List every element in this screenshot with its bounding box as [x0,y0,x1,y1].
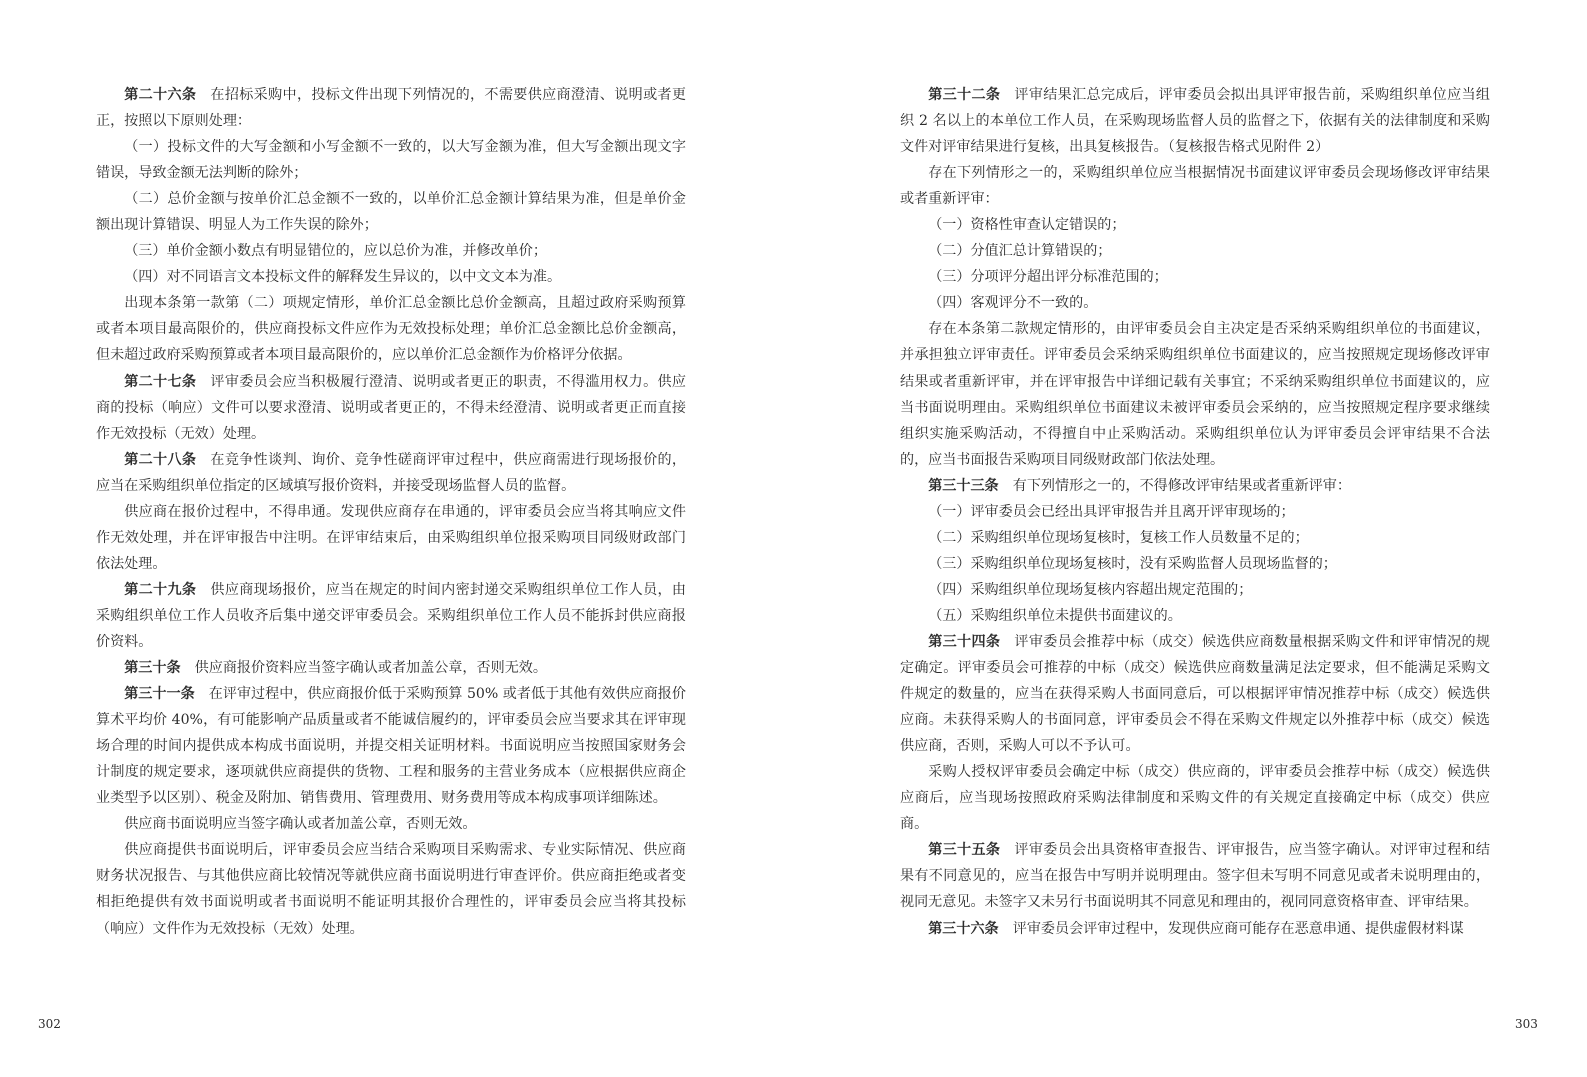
paragraph [96,499,686,577]
paragraph [900,316,1490,472]
article-number: 第三十六条 [928,920,999,937]
paragraph-text: 评审委员会出具资格审查报告、评审报告，应当签字确认。对评审过程和结果有不同意见的，应当在报告中写明并说明理由。签字但未写明不同意见或者未说明理由的，视同无意见。未签字又未另行书面说明其不同意见和理由的，视同同意资格审查、评审结果。 [900,842,1491,911]
paragraph-text: （一）资格性审查认定错误的； [928,217,1126,234]
paragraph [900,290,1490,316]
paragraph [96,655,686,681]
paragraph [96,290,686,368]
paragraph [96,811,686,837]
paragraph-text: 存在下列情形之一的，采购组织单位应当根据情况书面建议评审委员会现场修改评审结果或者重新评审： [900,165,1490,208]
paragraph [900,837,1490,915]
paragraph [900,525,1490,551]
left-page [96,82,686,942]
paragraph-text: （四）采购组织单位现场复核内容超出规定范围的； [928,581,1253,598]
paragraph-text: 存在本条第二款规定情形的，由评审委员会自主决定是否采纳采购组织单位的书面建议，并承担独立评审责任。评审委员会采纳采购组织单位书面建议的，应当按照规定现场修改评审结果或者重新评审，并在评审报告中详细记载有关事宜；不采纳采购组织单位书面建议的，应当书面说明理由。采购组织单位书面建议未被评审委员会采纳的，应当按照规定程序要求继续组织实施采购活动，不得擅自中止采购活动。采购组织单位认为评审委员会评审结果不合法的，应当书面报告采购项目同级财政部门依法处理。 [900,321,1490,468]
paragraph [900,499,1490,525]
paragraph [96,82,686,134]
paragraph [900,629,1490,759]
paragraph [900,551,1490,577]
paragraph-text: 供应商报价资料应当签字确认或者加盖公章，否则无效。 [194,660,547,677]
paragraph-text: （四）客观评分不一致的。 [928,295,1098,312]
paragraph [900,603,1490,629]
paragraph [96,369,686,447]
paragraph-text: 出现本条第一款第（二）项规定情形，单价汇总金额比总价金额高，且超过政府采购预算或者本项目最高限价的，供应商投标文件应作为无效投标处理；单价汇总金额比总价金额高，但未超过政府采购预算或者本项目最高限价的，应以单价汇总金额作为价格评分依据。 [96,295,686,364]
page-number-left: 302 [38,1017,61,1031]
article-number: 第三十五条 [928,842,1001,859]
paragraph-text: （三）分项评分超出评分标准范围的； [928,269,1168,286]
paragraph [900,160,1490,212]
paragraph-text: 供应商在报价过程中，不得串通。发现供应商存在串通的，评审委员会应当将其响应文件作无效处理，并在评审报告中注明。在评审结束后，由采购组织单位报采购项目同级财政部门依法处理。 [96,503,686,572]
paragraph-text: （四）对不同语言文本投标文件的解释发生异议的，以中文文本为准。 [124,269,562,286]
paragraph-text: （三）采购组织单位现场复核时，没有采购监督人员现场监督的； [928,555,1337,572]
paragraph [96,837,686,941]
paragraph-text: 评审委员会评审过程中，发现供应商可能存在恶意串通、提供虚假材料谋 [1012,920,1464,937]
paragraph-text: （一）投标文件的大写金额和小写金额不一致的，以大写金额为准，但大写金额出现文字错误，导致金额无法判断的除外； [96,139,686,182]
article-number: 第二十八条 [124,451,197,468]
paragraph-text: 评审委员会推荐中标（成交）候选供应商数量根据采购文件和评审情况的规定确定。评审委员会可推荐的中标（成交）候选供应商数量满足法定要求，但不能满足采购文件规定的数量的，应当在获得采购人书面同意后，可以根据评审情况推荐中标（成交）候选供应商。未获得采购人的书面同意，评审委员会不得在采购文件规定以外推荐中标（成交）候选供应商，否则，采购人可以不予认可。 [900,633,1491,755]
paragraph-text: （二）采购组织单位现场复核时，复核工作人员数量不足的； [928,529,1309,546]
right-page [900,82,1490,942]
article-number: 第二十六条 [124,87,197,103]
paragraph-text: 供应商提供书面说明后，评审委员会应当结合采购项目采购需求、专业实际情况、供应商财务状况报告、与其他供应商比较情况等就供应商书面说明进行审查评价。供应商拒绝或者变相拒绝提供有效书面说明或者书面说明不能证明其报价合理性的，评审委员会应当将其投标（响应）文件作为无效投标（无效）处理。 [96,842,686,937]
paragraph-text: 有下列情形之一的，不得修改评审结果或者重新评审： [1012,477,1351,494]
article-number: 第二十九条 [124,581,197,598]
paragraph-text: （五）采购组织单位未提供书面建议的。 [928,607,1182,624]
paragraph-text: 供应商现场报价，应当在规定的时间内密封递交采购组织单位工作人员，由采购组织单位工作人员收齐后集中递交评审委员会。采购组织单位工作人员不能拆封供应商报价资料。 [96,581,687,650]
article-number: 第二十七条 [124,373,197,390]
paragraph-text: （二）分值汇总计算错误的； [928,243,1112,260]
paragraph [96,238,686,264]
paragraph [96,577,686,655]
paragraph-text: （二）总价金额与按单价汇总金额不一致的，以单价汇总金额计算结果为准，但是单价金额出现计算错误、明显人为工作失误的除外； [96,191,686,234]
paragraph-text: 采购人授权评审委员会确定中标（成交）供应商的，评审委员会推荐中标（成交）候选供应商后，应当现场按照政府采购法律制度和采购文件的有关规定直接确定中标（成交）供应商。 [900,764,1490,833]
paragraph-text: 在竞争性谈判、询价、竞争性磋商评审过程中，供应商需进行现场报价的，应当在采购组织单位指定的区域填写报价资料，并接受现场监督人员的监督。 [96,451,687,494]
paragraph [96,134,686,186]
paragraph [900,916,1490,942]
paragraph [900,759,1490,837]
paragraph-text: 评审结果汇总完成后，评审委员会拟出具评审报告前，采购组织单位应当组织 2 名以上的本单位工作人员，在采购现场监督人员的监督之下，依据有关的法律制度和采购文件对评审结果进行复核，出具复核报告。（复核报告格式见附件 2） [900,87,1491,156]
paragraph-text: 在评审过程中，供应商报价低于采购预算 50% 或者低于其他有效供应商报价算术平均价 40%，有可能影响产品质量或者不能诚信履约的，评审委员会应当要求其在评审现场合理的时间内提供成本构成书面说明，并提交相关证明材料。书面说明应当按照国家财务会计制度的规定要求，逐项就供应商提供的货物、工程和服务的主营业务成本（应根据供应商企业类型予以区别）、税金及附加、销售费用、管理费用、财务费用等成本构成事项详细陈述。 [96,686,686,807]
paragraph [96,447,686,499]
article-number: 第三十四条 [928,633,1001,650]
article-number: 第三十一条 [124,686,195,703]
paragraph [96,681,686,811]
article-number: 第三十二条 [928,87,1001,103]
paragraph-text: 在招标采购中，投标文件出现下列情况的，不需要供应商澄清、说明或者更正，按照以下原则处理： [96,87,687,130]
paragraph-text: 供应商书面说明应当签字确认或者加盖公章，否则无效。 [124,816,477,833]
paragraph [900,212,1490,238]
article-number: 第三十三条 [928,477,999,494]
article-number: 第三十条 [124,660,181,677]
paragraph-text: 评审委员会应当积极履行澄清、说明或者更正的职责，不得滥用权力。供应商的投标（响应）文件可以要求澄清、说明或者更正的，不得未经澄清、说明或者更正而直接作无效投标（无效）处理。 [96,373,687,442]
page-number-right: 303 [1515,1017,1538,1031]
paragraph [96,186,686,238]
paragraph [900,238,1490,264]
paragraph-text: （一）评审委员会已经出具评审报告并且离开评审现场的； [928,503,1295,520]
paragraph [900,577,1490,603]
paragraph [900,264,1490,290]
paragraph [96,264,686,290]
paragraph [900,473,1490,499]
paragraph [900,82,1490,160]
paragraph-text: （三）单价金额小数点有明显错位的，应以总价为准，并修改单价； [124,243,547,260]
